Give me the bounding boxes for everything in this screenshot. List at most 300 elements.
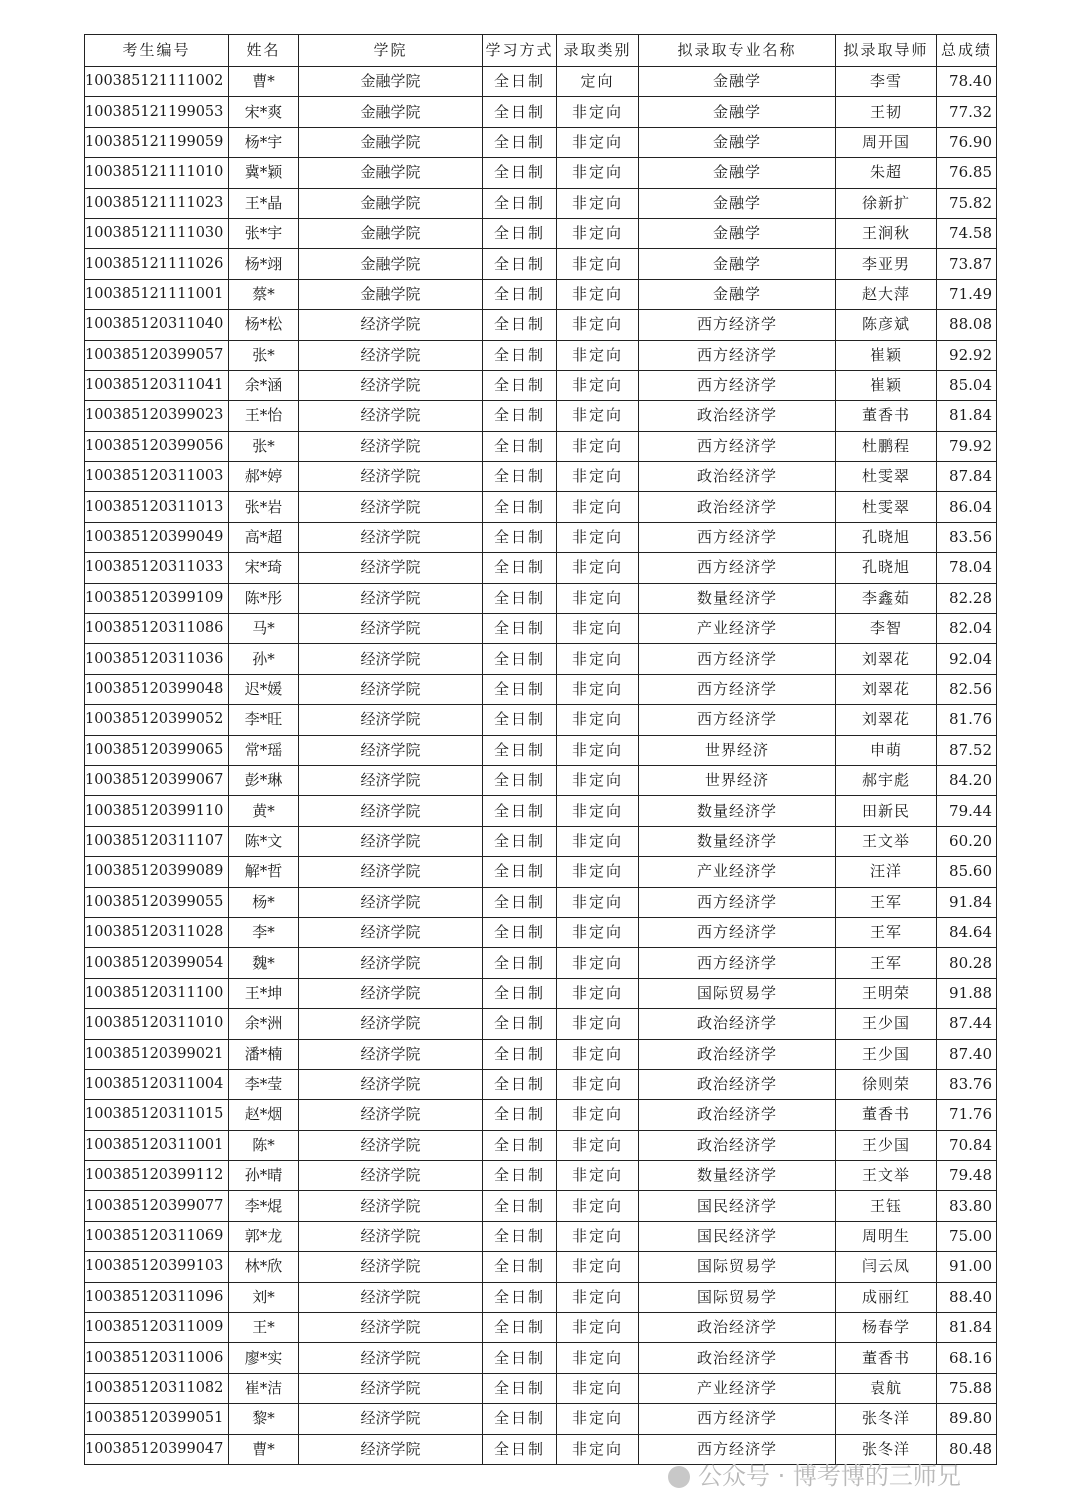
cell-total-score: 84.20 (937, 765, 997, 795)
cell-candidate-id: 100385120399103 (85, 1252, 229, 1282)
cell-total-score: 81.76 (937, 705, 997, 735)
cell-candidate-id: 100385120399112 (85, 1161, 229, 1191)
cell-major: 金融学 (639, 158, 836, 188)
table-row (85, 401, 997, 431)
cell-admission-type: 非定向 (557, 1252, 639, 1282)
cell-candidate-id: 100385121111026 (85, 249, 229, 279)
col-header-college: 学院 (299, 35, 483, 67)
cell-study-mode: 全日制 (483, 401, 557, 431)
table-row (85, 735, 997, 765)
cell-college: 经济学院 (299, 826, 483, 856)
cell-college: 经济学院 (299, 917, 483, 947)
cell-candidate-id: 100385120399023 (85, 401, 229, 431)
cell-total-score: 75.00 (937, 1221, 997, 1251)
cell-admission-type: 非定向 (557, 127, 639, 157)
cell-study-mode: 全日制 (483, 1313, 557, 1343)
watermark-text: 公众号 · 博考博的三师兄 (698, 1462, 961, 1490)
cell-study-mode: 全日制 (483, 1009, 557, 1039)
cell-supervisor: 杜雯翠 (836, 462, 937, 492)
cell-major: 产业经济学 (639, 1373, 836, 1403)
cell-supervisor: 李亚男 (836, 249, 937, 279)
cell-college: 经济学院 (299, 948, 483, 978)
cell-major: 政治经济学 (639, 1343, 836, 1373)
table-row (85, 492, 997, 522)
cell-candidate-id: 100385120399021 (85, 1039, 229, 1069)
cell-admission-type: 非定向 (557, 614, 639, 644)
cell-total-score: 87.84 (937, 462, 997, 492)
cell-study-mode: 全日制 (483, 492, 557, 522)
table-row (85, 826, 997, 856)
cell-total-score: 87.44 (937, 1009, 997, 1039)
cell-major: 西方经济学 (639, 431, 836, 461)
cell-college: 经济学院 (299, 1039, 483, 1069)
cell-admission-type: 非定向 (557, 796, 639, 826)
cell-major: 国民经济学 (639, 1221, 836, 1251)
table-row (85, 249, 997, 279)
cell-name: 林*欣 (229, 1252, 299, 1282)
cell-candidate-id: 100385120311041 (85, 370, 229, 400)
cell-college: 经济学院 (299, 1161, 483, 1191)
cell-college: 金融学院 (299, 279, 483, 309)
cell-candidate-id: 100385120311010 (85, 1009, 229, 1039)
cell-admission-type: 非定向 (557, 1130, 639, 1160)
cell-supervisor: 赵大萍 (836, 279, 937, 309)
cell-college: 经济学院 (299, 1009, 483, 1039)
table-row (85, 1404, 997, 1434)
cell-major: 数量经济学 (639, 583, 836, 613)
cell-name: 李*旺 (229, 705, 299, 735)
table-row (85, 705, 997, 735)
table-row (85, 614, 997, 644)
cell-name: 杨*翊 (229, 249, 299, 279)
cell-study-mode: 全日制 (483, 887, 557, 917)
col-header-supervisor: 拟录取导师 (836, 35, 937, 67)
cell-admission-type: 非定向 (557, 917, 639, 947)
table-row (85, 310, 997, 340)
cell-supervisor: 崔颖 (836, 340, 937, 370)
table-row (85, 67, 997, 97)
cell-admission-type: 非定向 (557, 370, 639, 400)
cell-name: 杨*松 (229, 310, 299, 340)
table-row (85, 97, 997, 127)
cell-name: 李*焜 (229, 1191, 299, 1221)
cell-total-score: 78.04 (937, 553, 997, 583)
cell-college: 金融学院 (299, 218, 483, 248)
cell-college: 金融学院 (299, 158, 483, 188)
cell-name: 王*坤 (229, 978, 299, 1008)
table-row (85, 1009, 997, 1039)
cell-admission-type: 非定向 (557, 1009, 639, 1039)
cell-total-score: 88.08 (937, 310, 997, 340)
cell-name: 迟*媛 (229, 674, 299, 704)
cell-total-score: 79.48 (937, 1161, 997, 1191)
cell-college: 经济学院 (299, 1282, 483, 1312)
cell-college: 经济学院 (299, 735, 483, 765)
cell-college: 经济学院 (299, 1191, 483, 1221)
cell-candidate-id: 100385120311069 (85, 1221, 229, 1251)
col-header-candidate-id: 考生编号 (85, 35, 229, 67)
cell-name: 杨*宇 (229, 127, 299, 157)
cell-college: 经济学院 (299, 644, 483, 674)
cell-candidate-id: 100385120311033 (85, 553, 229, 583)
cell-candidate-id: 100385121199059 (85, 127, 229, 157)
cell-major: 西方经济学 (639, 1404, 836, 1434)
cell-study-mode: 全日制 (483, 553, 557, 583)
cell-total-score: 82.28 (937, 583, 997, 613)
cell-name: 陈* (229, 1130, 299, 1160)
cell-supervisor: 王文举 (836, 1161, 937, 1191)
cell-major: 金融学 (639, 188, 836, 218)
cell-total-score: 60.20 (937, 826, 997, 856)
cell-study-mode: 全日制 (483, 978, 557, 1008)
cell-study-mode: 全日制 (483, 1282, 557, 1312)
cell-college: 经济学院 (299, 1100, 483, 1130)
cell-supervisor: 王军 (836, 887, 937, 917)
cell-admission-type: 非定向 (557, 1191, 639, 1221)
table-row (85, 948, 997, 978)
cell-major: 政治经济学 (639, 1039, 836, 1069)
cell-supervisor: 周开国 (836, 127, 937, 157)
cell-college: 经济学院 (299, 583, 483, 613)
cell-major: 世界经济 (639, 735, 836, 765)
cell-total-score: 86.04 (937, 492, 997, 522)
cell-admission-type: 非定向 (557, 735, 639, 765)
cell-college: 金融学院 (299, 67, 483, 97)
table-row (85, 279, 997, 309)
wechat-icon (668, 1466, 690, 1488)
cell-study-mode: 全日制 (483, 431, 557, 461)
cell-major: 西方经济学 (639, 674, 836, 704)
cell-major: 数量经济学 (639, 826, 836, 856)
cell-study-mode: 全日制 (483, 67, 557, 97)
table-row (85, 644, 997, 674)
cell-name: 廖*实 (229, 1343, 299, 1373)
cell-supervisor: 董香书 (836, 1100, 937, 1130)
table-row (85, 1069, 997, 1099)
cell-supervisor: 董香书 (836, 1343, 937, 1373)
cell-name: 高*超 (229, 522, 299, 552)
cell-total-score: 70.84 (937, 1130, 997, 1160)
cell-major: 国民经济学 (639, 1191, 836, 1221)
table-row (85, 1100, 997, 1130)
cell-total-score: 80.48 (937, 1434, 997, 1464)
table-row (85, 583, 997, 613)
table-row (85, 522, 997, 552)
cell-supervisor: 董香书 (836, 401, 937, 431)
table-row (85, 188, 997, 218)
cell-admission-type: 非定向 (557, 1221, 639, 1251)
cell-college: 经济学院 (299, 340, 483, 370)
cell-supervisor: 杜鹏程 (836, 431, 937, 461)
cell-major: 金融学 (639, 279, 836, 309)
cell-major: 西方经济学 (639, 553, 836, 583)
cell-name: 王* (229, 1313, 299, 1343)
cell-major: 政治经济学 (639, 492, 836, 522)
cell-study-mode: 全日制 (483, 796, 557, 826)
cell-name: 李*莹 (229, 1069, 299, 1099)
cell-major: 政治经济学 (639, 1130, 836, 1160)
cell-study-mode: 全日制 (483, 340, 557, 370)
cell-candidate-id: 100385120311004 (85, 1069, 229, 1099)
table-row (85, 1343, 997, 1373)
cell-major: 国际贸易学 (639, 1282, 836, 1312)
cell-admission-type: 非定向 (557, 674, 639, 704)
cell-college: 经济学院 (299, 1343, 483, 1373)
cell-supervisor: 王军 (836, 948, 937, 978)
cell-candidate-id: 100385120311013 (85, 492, 229, 522)
cell-supervisor: 周明生 (836, 1221, 937, 1251)
cell-candidate-id: 100385120399110 (85, 796, 229, 826)
cell-admission-type: 非定向 (557, 1100, 639, 1130)
cell-name: 孙* (229, 644, 299, 674)
cell-study-mode: 全日制 (483, 1130, 557, 1160)
watermark (668, 1456, 961, 1491)
cell-candidate-id: 100385120399052 (85, 705, 229, 735)
cell-total-score: 77.32 (937, 97, 997, 127)
cell-candidate-id: 100385120311100 (85, 978, 229, 1008)
cell-candidate-id: 100385120399049 (85, 522, 229, 552)
cell-admission-type: 非定向 (557, 97, 639, 127)
cell-candidate-id: 100385120311086 (85, 614, 229, 644)
cell-name: 潘*楠 (229, 1039, 299, 1069)
cell-college: 经济学院 (299, 705, 483, 735)
cell-supervisor: 李雪 (836, 67, 937, 97)
admission-table (84, 34, 997, 1465)
cell-candidate-id: 100385121111001 (85, 279, 229, 309)
cell-admission-type: 非定向 (557, 188, 639, 218)
table-row (85, 1130, 997, 1160)
cell-study-mode: 全日制 (483, 249, 557, 279)
cell-major: 产业经济学 (639, 857, 836, 887)
cell-college: 经济学院 (299, 978, 483, 1008)
cell-supervisor: 王明荣 (836, 978, 937, 1008)
cell-candidate-id: 100385121199053 (85, 97, 229, 127)
cell-total-score: 83.56 (937, 522, 997, 552)
cell-name: 张* (229, 431, 299, 461)
cell-total-score: 79.92 (937, 431, 997, 461)
cell-candidate-id: 100385120311003 (85, 462, 229, 492)
col-header-total-score: 总成绩 (937, 35, 997, 67)
cell-college: 经济学院 (299, 765, 483, 795)
cell-study-mode: 全日制 (483, 1069, 557, 1099)
cell-name: 张* (229, 340, 299, 370)
cell-study-mode: 全日制 (483, 1373, 557, 1403)
cell-college: 经济学院 (299, 1252, 483, 1282)
cell-major: 政治经济学 (639, 462, 836, 492)
cell-name: 余*洲 (229, 1009, 299, 1039)
cell-major: 金融学 (639, 218, 836, 248)
col-header-admission-type: 录取类别 (557, 35, 639, 67)
cell-total-score: 76.85 (937, 158, 997, 188)
cell-total-score: 74.58 (937, 218, 997, 248)
cell-total-score: 84.64 (937, 917, 997, 947)
cell-candidate-id: 100385120311096 (85, 1282, 229, 1312)
cell-major: 数量经济学 (639, 1161, 836, 1191)
cell-total-score: 78.40 (937, 67, 997, 97)
cell-name: 陈*文 (229, 826, 299, 856)
table-row (85, 857, 997, 887)
cell-total-score: 92.92 (937, 340, 997, 370)
cell-candidate-id: 100385120311028 (85, 917, 229, 947)
cell-total-score: 91.84 (937, 887, 997, 917)
cell-major: 西方经济学 (639, 887, 836, 917)
cell-name: 黎* (229, 1404, 299, 1434)
table-row (85, 978, 997, 1008)
cell-total-score: 82.56 (937, 674, 997, 704)
cell-admission-type: 非定向 (557, 1161, 639, 1191)
cell-candidate-id: 100385121111023 (85, 188, 229, 218)
cell-study-mode: 全日制 (483, 1161, 557, 1191)
cell-supervisor: 王少国 (836, 1009, 937, 1039)
cell-supervisor: 郝宇彪 (836, 765, 937, 795)
cell-admission-type: 非定向 (557, 158, 639, 188)
cell-supervisor: 袁航 (836, 1373, 937, 1403)
table-row (85, 553, 997, 583)
cell-name: 宋*琦 (229, 553, 299, 583)
cell-study-mode: 全日制 (483, 462, 557, 492)
cell-total-score: 83.80 (937, 1191, 997, 1221)
cell-admission-type: 非定向 (557, 401, 639, 431)
cell-candidate-id: 100385120311107 (85, 826, 229, 856)
cell-study-mode: 全日制 (483, 674, 557, 704)
cell-candidate-id: 100385120399054 (85, 948, 229, 978)
cell-total-score: 88.40 (937, 1282, 997, 1312)
cell-name: 宋*爽 (229, 97, 299, 127)
cell-college: 经济学院 (299, 310, 483, 340)
cell-candidate-id: 100385120399056 (85, 431, 229, 461)
cell-major: 西方经济学 (639, 948, 836, 978)
cell-major: 国际贸易学 (639, 1252, 836, 1282)
cell-name: 蔡* (229, 279, 299, 309)
cell-candidate-id: 100385120311006 (85, 1343, 229, 1373)
cell-total-score: 75.88 (937, 1373, 997, 1403)
cell-major: 金融学 (639, 97, 836, 127)
cell-study-mode: 全日制 (483, 370, 557, 400)
cell-supervisor: 王韧 (836, 97, 937, 127)
table-row (85, 462, 997, 492)
cell-study-mode: 全日制 (483, 705, 557, 735)
cell-college: 经济学院 (299, 370, 483, 400)
cell-admission-type: 非定向 (557, 1373, 639, 1403)
cell-study-mode: 全日制 (483, 522, 557, 552)
cell-supervisor: 王少国 (836, 1039, 937, 1069)
cell-study-mode: 全日制 (483, 1404, 557, 1434)
cell-name: 郭*龙 (229, 1221, 299, 1251)
cell-college: 经济学院 (299, 1130, 483, 1160)
cell-study-mode: 全日制 (483, 857, 557, 887)
cell-study-mode: 全日制 (483, 1221, 557, 1251)
cell-supervisor: 朱超 (836, 158, 937, 188)
table-row (85, 1373, 997, 1403)
table-row (85, 1039, 997, 1069)
cell-admission-type: 非定向 (557, 583, 639, 613)
cell-study-mode: 全日制 (483, 1039, 557, 1069)
cell-supervisor: 刘翠花 (836, 705, 937, 735)
cell-major: 政治经济学 (639, 1100, 836, 1130)
cell-total-score: 73.87 (937, 249, 997, 279)
cell-study-mode: 全日制 (483, 158, 557, 188)
cell-name: 李* (229, 917, 299, 947)
cell-admission-type: 非定向 (557, 948, 639, 978)
cell-name: 赵*烟 (229, 1100, 299, 1130)
cell-admission-type: 非定向 (557, 826, 639, 856)
table-row (85, 1282, 997, 1312)
cell-supervisor: 杨春学 (836, 1313, 937, 1343)
cell-name: 刘* (229, 1282, 299, 1312)
cell-admission-type: 非定向 (557, 522, 639, 552)
cell-college: 金融学院 (299, 249, 483, 279)
cell-admission-type: 非定向 (557, 1313, 639, 1343)
cell-supervisor: 张冬洋 (836, 1404, 937, 1434)
cell-name: 黄* (229, 796, 299, 826)
cell-candidate-id: 100385120399057 (85, 340, 229, 370)
cell-college: 经济学院 (299, 553, 483, 583)
table-row (85, 127, 997, 157)
table-header-row (85, 35, 997, 67)
cell-name: 崔*洁 (229, 1373, 299, 1403)
cell-candidate-id: 100385120311015 (85, 1100, 229, 1130)
cell-study-mode: 全日制 (483, 1343, 557, 1373)
admission-list-sheet (84, 34, 996, 1465)
cell-study-mode: 全日制 (483, 826, 557, 856)
cell-admission-type: 非定向 (557, 765, 639, 795)
cell-college: 经济学院 (299, 492, 483, 522)
cell-total-score: 80.28 (937, 948, 997, 978)
cell-study-mode: 全日制 (483, 735, 557, 765)
cell-supervisor: 刘翠花 (836, 644, 937, 674)
cell-admission-type: 非定向 (557, 279, 639, 309)
cell-study-mode: 全日制 (483, 310, 557, 340)
cell-admission-type: 非定向 (557, 310, 639, 340)
cell-supervisor: 孔晓旭 (836, 522, 937, 552)
cell-supervisor: 徐新扩 (836, 188, 937, 218)
cell-name: 冀*颖 (229, 158, 299, 188)
cell-college: 经济学院 (299, 1434, 483, 1464)
cell-name: 王*晶 (229, 188, 299, 218)
cell-college: 经济学院 (299, 887, 483, 917)
cell-admission-type: 非定向 (557, 1282, 639, 1312)
cell-study-mode: 全日制 (483, 279, 557, 309)
cell-candidate-id: 100385121111010 (85, 158, 229, 188)
table-row (85, 1313, 997, 1343)
cell-study-mode: 全日制 (483, 188, 557, 218)
cell-total-score: 79.44 (937, 796, 997, 826)
table-row (85, 887, 997, 917)
cell-college: 金融学院 (299, 97, 483, 127)
table-row (85, 340, 997, 370)
cell-total-score: 71.76 (937, 1100, 997, 1130)
cell-supervisor: 成丽红 (836, 1282, 937, 1312)
table-row (85, 796, 997, 826)
cell-admission-type: 非定向 (557, 1343, 639, 1373)
table-row (85, 431, 997, 461)
cell-major: 政治经济学 (639, 1313, 836, 1343)
cell-candidate-id: 100385120399048 (85, 674, 229, 704)
cell-college: 经济学院 (299, 522, 483, 552)
cell-college: 金融学院 (299, 127, 483, 157)
cell-admission-type: 非定向 (557, 1434, 639, 1464)
table-row (85, 1161, 997, 1191)
cell-name: 杨* (229, 887, 299, 917)
cell-total-score: 89.80 (937, 1404, 997, 1434)
cell-admission-type: 非定向 (557, 857, 639, 887)
cell-candidate-id: 100385120311001 (85, 1130, 229, 1160)
cell-study-mode: 全日制 (483, 614, 557, 644)
cell-candidate-id: 100385120311036 (85, 644, 229, 674)
cell-study-mode: 全日制 (483, 127, 557, 157)
cell-major: 西方经济学 (639, 917, 836, 947)
cell-total-score: 91.00 (937, 1252, 997, 1282)
